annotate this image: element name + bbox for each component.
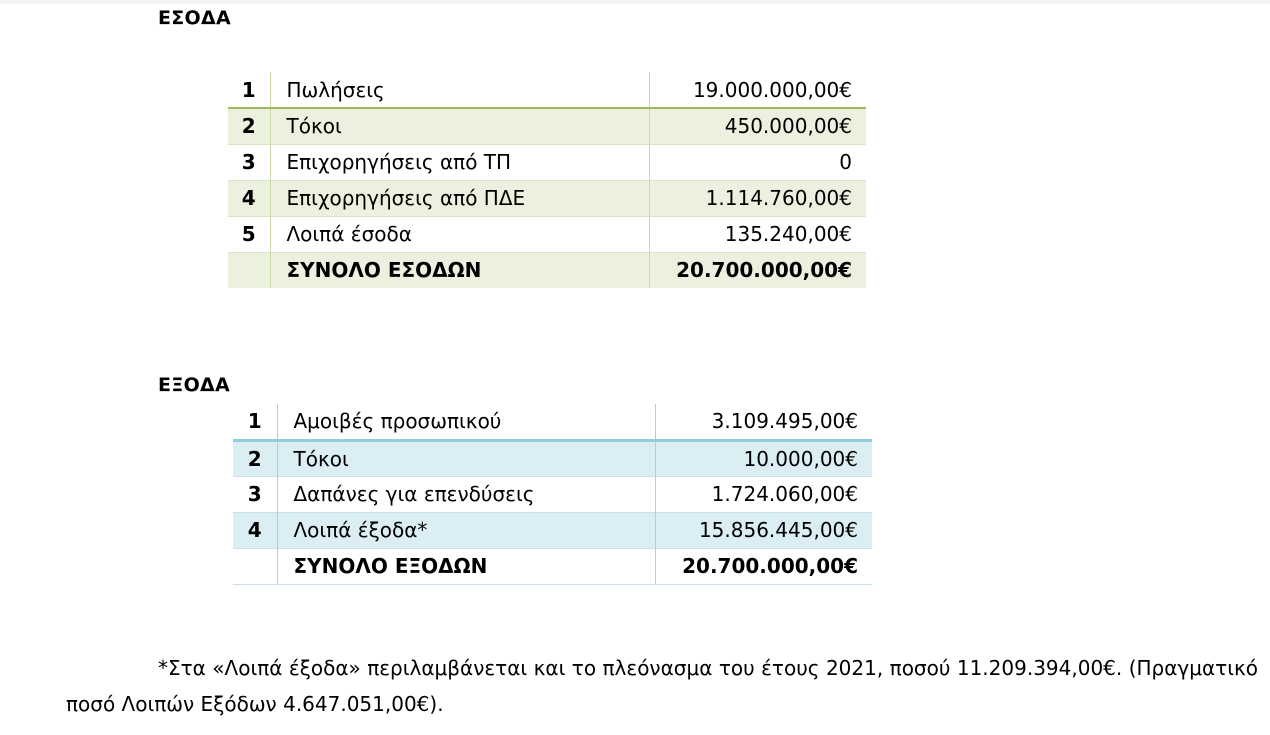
- row-amount: 1.724.060,00€: [655, 476, 872, 512]
- row-label: Πωλήσεις: [270, 72, 649, 108]
- row-number: 2: [228, 108, 270, 144]
- row-label: Τόκοι: [270, 108, 649, 144]
- revenue-total-label: ΣΥΝΟΛΟ ΕΣΟΔΩΝ: [270, 252, 649, 288]
- expense-heading: ΕΞΟΔΑ: [158, 374, 231, 396]
- revenue-table: [228, 72, 866, 288]
- expense-total-row: [233, 548, 872, 584]
- expense-total-amount: 20.700.000,00€: [655, 548, 872, 584]
- row-amount: 3.109.495,00€: [655, 404, 872, 440]
- row-label: Λοιπά έσοδα: [270, 216, 649, 252]
- row-label: Λοιπά έξοδα*: [277, 512, 655, 548]
- table-row: [233, 440, 872, 476]
- row-number: 3: [233, 476, 277, 512]
- row-label: Δαπάνες για επενδύσεις: [277, 476, 655, 512]
- row-amount: 0: [649, 144, 866, 180]
- revenue-total-amount: 20.700.000,00€: [649, 252, 866, 288]
- table-row: [233, 512, 872, 548]
- row-label: Επιχορηγήσεις από ΤΠ: [270, 144, 649, 180]
- row-amount: 135.240,00€: [649, 216, 866, 252]
- row-label: Τόκοι: [277, 440, 655, 476]
- row-number: 4: [228, 180, 270, 216]
- row-label: Επιχορηγήσεις από ΠΔΕ: [270, 180, 649, 216]
- row-number: 1: [233, 404, 277, 440]
- revenue-heading: ΕΣΟΔΑ: [158, 7, 232, 29]
- table-row: [228, 216, 866, 252]
- row-number: 2: [233, 440, 277, 476]
- expense-table: [233, 404, 872, 585]
- row-number-empty: [228, 252, 270, 288]
- revenue-total-row: [228, 252, 866, 288]
- row-amount: 10.000,00€: [655, 440, 872, 476]
- row-number: 5: [228, 216, 270, 252]
- row-number-empty: [233, 548, 277, 584]
- row-number: 1: [228, 72, 270, 108]
- row-label: Αμοιβές προσωπικού: [277, 404, 655, 440]
- page-top-edge: [0, 0, 1270, 4]
- row-amount: 15.856.445,00€: [655, 512, 872, 548]
- table-row: [233, 476, 872, 512]
- row-amount: 450.000,00€: [649, 108, 866, 144]
- row-amount: 1.114.760,00€: [649, 180, 866, 216]
- row-number: 3: [228, 144, 270, 180]
- row-number: 4: [233, 512, 277, 548]
- row-amount: 19.000.000,00€: [649, 72, 866, 108]
- table-row: [228, 144, 866, 180]
- table-row: [228, 180, 866, 216]
- footnote-paragraph: *Στα «Λοιπά έξοδα» περιλαμβάνεται και το πλεόνασμα του έτους 2021, ποσού 11.209.394,00€. (Πραγματικό ποσό Λοιπών Εξόδων 4.647.051,00€).: [66, 656, 1258, 716]
- table-row: [228, 72, 866, 108]
- expense-total-label: ΣΥΝΟΛΟ ΕΞΟΔΩΝ: [277, 548, 655, 584]
- table-row: [228, 108, 866, 144]
- table-row: [233, 404, 872, 440]
